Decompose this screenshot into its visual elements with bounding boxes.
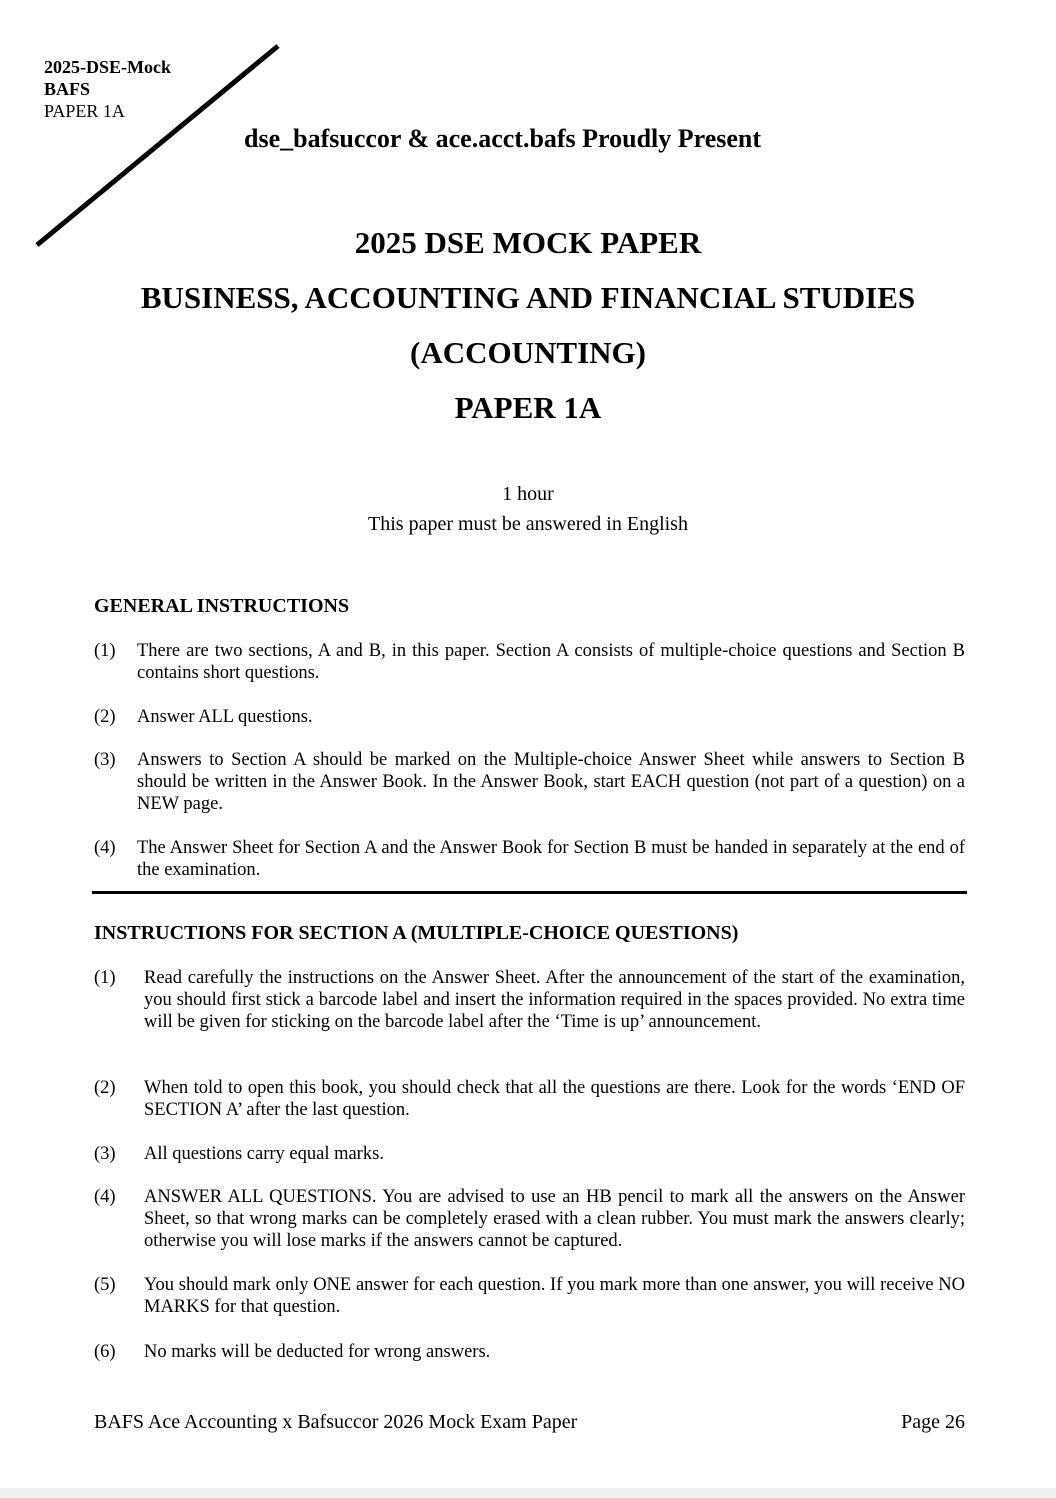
item-text: There are two sections, A and B, in this paper. Section A consists of multiple-choice questions and Section B contains short questions. xyxy=(137,641,965,683)
item-number: (2) xyxy=(94,707,116,727)
item-text: All questions carry equal marks. xyxy=(144,1144,384,1164)
item-text: ANSWER ALL QUESTIONS. You are advised to use an HB pencil to mark all the answers on the Answer Sheet, so that wrong marks can be completely erased with a clean rubber. You must mark the answers clearly; otherwise you will lose marks if the answers cannot be captured. xyxy=(144,1187,965,1251)
section-divider xyxy=(92,891,967,894)
item-text: When told to open this book, you should check that all the questions are there. Look for the words ‘END OF SECTION A’ after the last question. xyxy=(144,1078,965,1120)
title-line-4: PAPER 1A xyxy=(454,390,602,425)
item-number: (3) xyxy=(94,1144,116,1164)
title-line-3: (ACCOUNTING) xyxy=(410,335,646,370)
list-item xyxy=(94,706,965,728)
item-number: (1) xyxy=(94,641,116,661)
language-note: This paper must be answered in English xyxy=(368,513,688,535)
footer-title: BAFS Ace Accounting x Bafsuccor 2026 Mock Exam Paper xyxy=(94,1411,578,1433)
list-item xyxy=(94,837,965,881)
corner-paper: PAPER 1A xyxy=(44,101,125,121)
presenter-line: dse_bafsuccor & ace.acct.bafs Proudly Present xyxy=(244,124,762,153)
duration: 1 hour xyxy=(502,483,554,505)
list-item xyxy=(94,1077,965,1121)
corner-subject: BAFS xyxy=(44,79,91,99)
item-number: (5) xyxy=(94,1275,116,1295)
page-number: Page 26 xyxy=(901,1411,965,1433)
item-number: (4) xyxy=(94,838,116,858)
list-item xyxy=(94,640,965,684)
corner-exam-code: 2025-DSE-Mock xyxy=(44,57,171,77)
list-item xyxy=(94,1186,965,1252)
title-line-1: 2025 DSE MOCK PAPER xyxy=(354,225,702,260)
item-number: (4) xyxy=(94,1187,116,1207)
item-number: (1) xyxy=(94,968,116,988)
title-line-2: BUSINESS, ACCOUNTING AND FINANCIAL STUDIES xyxy=(140,280,916,315)
page-bottom-edge xyxy=(0,1488,1056,1498)
list-item xyxy=(94,1274,965,1318)
item-number: (6) xyxy=(94,1342,116,1362)
item-text: Answer ALL questions. xyxy=(137,707,313,727)
item-text: The Answer Sheet for Section A and the Answer Book for Section B must be handed in separately at the end of the examination. xyxy=(137,838,965,880)
section-a-heading: INSTRUCTIONS FOR SECTION A (MULTIPLE-CHOICE QUESTIONS) xyxy=(94,922,739,944)
item-text: Answers to Section A should be marked on the Multiple-choice Answer Sheet while answers to Section B should be written in the Answer Book. In the Answer Book, start EACH question (not part of a question) on a NEW page. xyxy=(137,750,965,814)
item-text: No marks will be deducted for wrong answers. xyxy=(144,1342,491,1362)
item-text: Read carefully the instructions on the Answer Sheet. After the announcement of the start of the examination, you should first stick a barcode label and insert the information required in the spaces provided. No extra time will be given for sticking on the barcode label after the ‘Time is up’ announcement. xyxy=(144,968,965,1032)
list-item xyxy=(94,967,965,1033)
item-number: (3) xyxy=(94,750,116,770)
general-instructions-heading: GENERAL INSTRUCTIONS xyxy=(94,595,350,617)
list-item xyxy=(94,1341,965,1363)
item-number: (2) xyxy=(94,1078,116,1098)
list-item xyxy=(94,749,965,815)
item-text: You should mark only ONE answer for each question. If you mark more than one answer, you will receive NO MARKS for that question. xyxy=(144,1275,965,1317)
list-item xyxy=(94,1143,965,1165)
